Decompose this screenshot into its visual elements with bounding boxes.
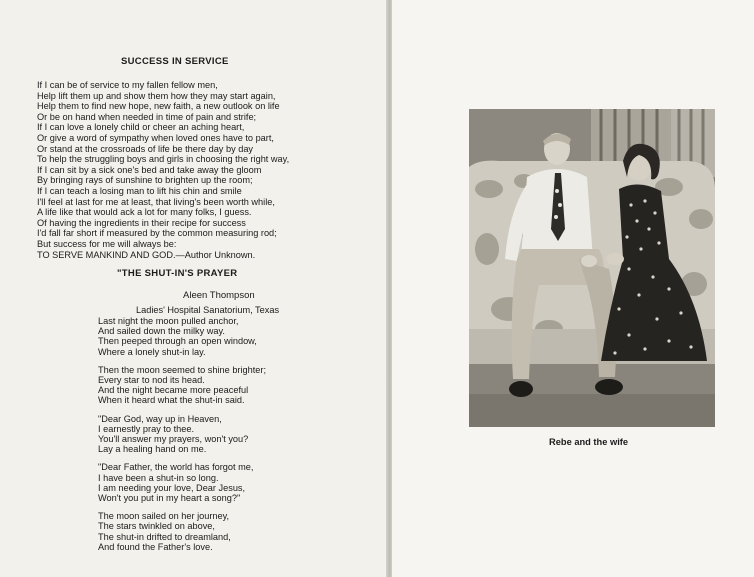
poem-line: Or stand at the crossroads of life be there day by day xyxy=(37,143,254,154)
poem-line: A life like that would ack a lot for many folks, I guess. xyxy=(37,207,252,218)
poem-line: Of having the ingredients in their recipe for success xyxy=(37,217,246,228)
poem-line: Last night the moon pulled anchor, xyxy=(98,316,239,326)
poem-line: Or be on hand when needed in time of pain and strife; xyxy=(37,111,257,122)
couple-photo xyxy=(469,109,715,427)
poem2-title: "THE SHUT-IN'S PRAYER xyxy=(117,268,238,279)
poem-line: Then the moon seemed to shine brighter; xyxy=(98,364,267,375)
poem-line: You'll answer my prayers, won't you? xyxy=(98,434,249,445)
poem-line: If I can be of service to my fallen fellow men, xyxy=(37,80,218,90)
poem-line: Or give a word of sympathy when loved ones have to part, xyxy=(37,132,274,143)
poem1-title: SUCCESS IN SERVICE xyxy=(121,56,229,67)
poem-line: Every star to nod its head. xyxy=(98,375,205,386)
poem-line: TO SERVE MANKIND AND GOD.—Author Unknown. xyxy=(37,249,256,260)
poem1-body xyxy=(37,80,289,260)
photo-caption: Rebe and the wife xyxy=(549,437,629,447)
poem-line: Lay a healing hand on me. xyxy=(98,444,207,455)
poem-line: If I can love a lonely child or cheer an aching heart, xyxy=(37,122,245,133)
poem-line: "Dear God, way up in Heaven, xyxy=(98,413,222,424)
couple-photo-illustration xyxy=(469,109,715,427)
poem-line: I am needing your love, Dear Jesus, xyxy=(98,482,246,493)
poem-line: I'll feel at last for me at least, that living's been worth while, xyxy=(37,196,275,207)
stanza xyxy=(98,316,266,357)
poem2-body xyxy=(98,316,266,560)
poem-line: When it heard what the shut-in said. xyxy=(98,395,245,406)
poem-line: By bringing rays of sunshine to brighten up the room; xyxy=(37,175,253,186)
poem-line: And sailed down the milky way. xyxy=(98,326,225,337)
poem-line: I'd fall far short if measured by the common measuring rod; xyxy=(37,228,277,239)
poem-line: The shut-in drifted to dreamland, xyxy=(98,531,231,542)
poem-line: The stars twinkled on above, xyxy=(98,521,215,532)
poem-line: Where a lonely shut-in lay. xyxy=(98,346,206,357)
poem-line: And the night became more peaceful xyxy=(98,385,249,396)
stanza xyxy=(98,365,266,406)
poem-line: If I can teach a losing man to lift his chin and smile xyxy=(37,185,242,196)
poem-line: But success for me will always be: xyxy=(37,238,177,249)
poem-line: Help lift them up and show them how they may start again, xyxy=(37,90,276,101)
poem-line: And found the Father's love. xyxy=(98,541,213,552)
poem-line: The moon sailed on her journey, xyxy=(98,511,230,522)
poem-line: If I can sit by a sick one's bed and take away the gloom xyxy=(37,164,262,175)
poem-line: Help them to find new hope, new faith, a new outlook on life xyxy=(37,101,280,112)
poem-line: I earnestly pray to thee. xyxy=(98,423,195,434)
poem-line: To help the struggling boys and girls in choosing the right way, xyxy=(37,154,290,165)
poem-line: I have been a shut-in so long. xyxy=(98,472,219,483)
stanza xyxy=(98,462,266,503)
poem-line: Then peeped through an open window, xyxy=(98,336,257,347)
stanza xyxy=(98,414,266,455)
stanza xyxy=(98,511,266,552)
poem2-author: Aleen Thompson xyxy=(183,290,255,301)
poem-line: Won't you put in my heart a song?" xyxy=(98,493,241,504)
poem2-affiliation: Ladies' Hospital Sanatorium, Texas xyxy=(136,305,280,315)
poem-line: "Dear Father, the world has forgot me, xyxy=(98,462,254,473)
